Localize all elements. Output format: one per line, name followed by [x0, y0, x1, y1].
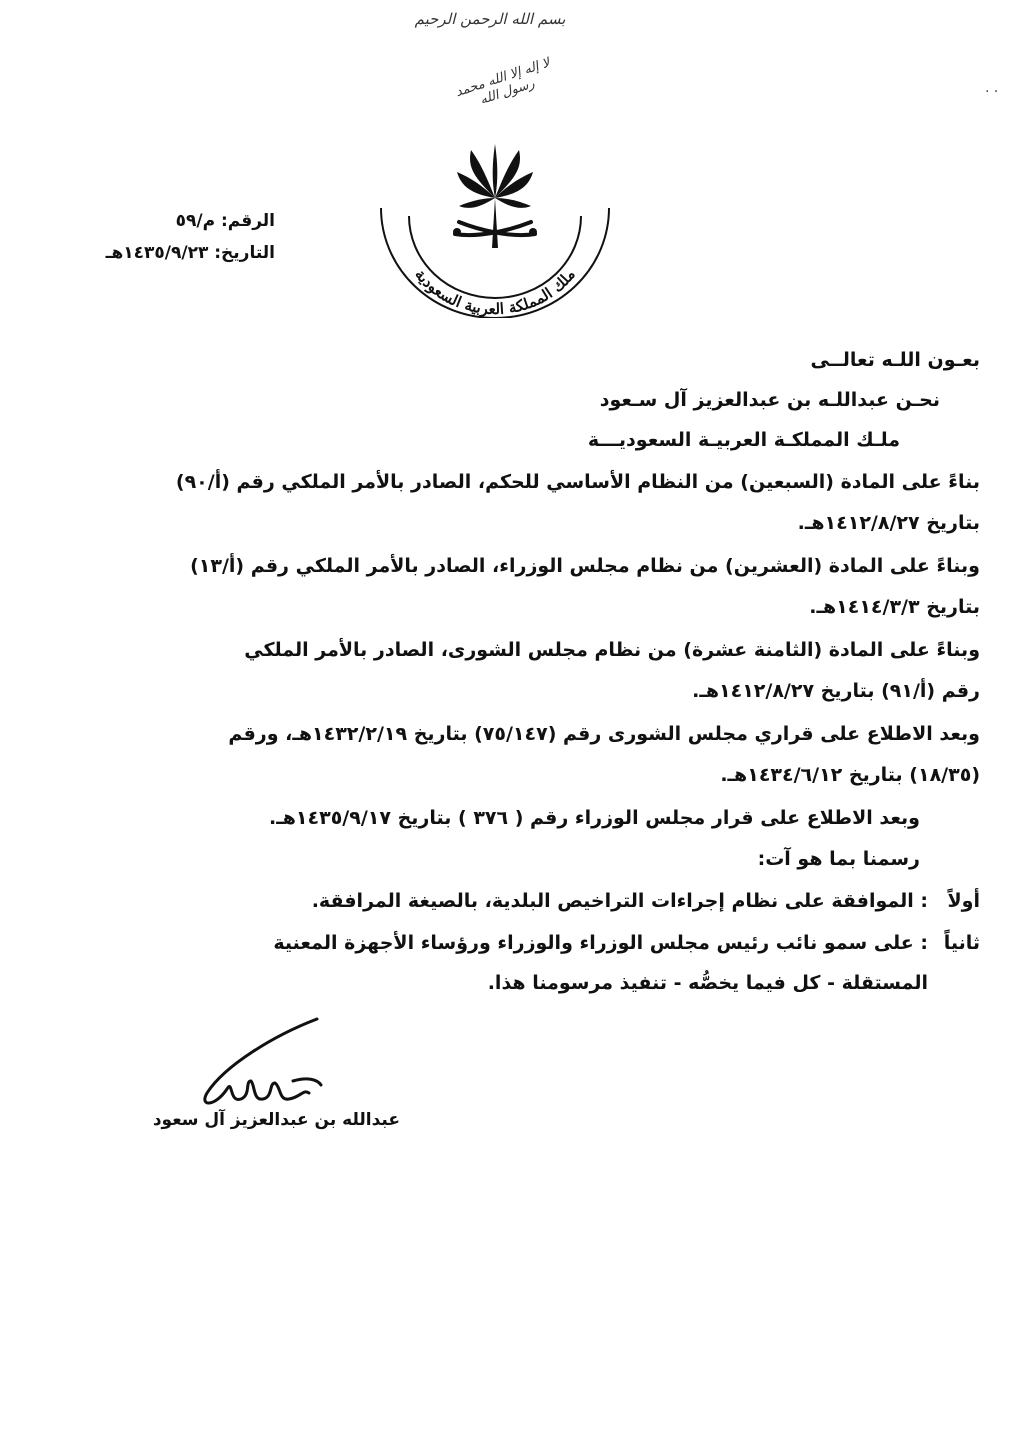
clause-text [40, 923, 928, 1003]
clause-line: المستقلة - كل فيما يخصُّه - تنفيذ مرسومنا هذا. [487, 972, 928, 994]
paragraph-line: وبناءً على المادة (الثامنة عشرة) من نظام مجلس الشورى، الصادر بالأمر الملكي [244, 639, 980, 661]
paragraph [40, 630, 980, 712]
clause-line: : الموافقة على نظام إجراءات التراخيص البلدية، بالصيغة المرافقة. [311, 890, 928, 912]
paragraph [40, 462, 980, 544]
palm-trunk [492, 198, 498, 248]
basmala-calligraphy: بسم الله الرحمن الرحيم [414, 10, 566, 28]
reference-block [30, 205, 275, 269]
title-line: ملـك المملكـة العربيـة السعوديـــة [587, 429, 900, 451]
decree-intro: رسمنا بما هو آت: [757, 848, 920, 870]
issuer-line: نحـن عبداللـه بن عبدالعزيز آل سـعود [599, 389, 940, 411]
emblem-inscription: ملك المملكة العربية السعودية [411, 265, 579, 318]
paragraph-line: وبناءً على المادة (العشرين) من نظام مجلس الوزراء، الصادر بالأمر الملكي رقم (أ/١٣) [190, 555, 980, 577]
handwritten-signature [185, 1015, 335, 1115]
paragraph-line: (١٨/٣٥) بتاريخ ١٤٣٤/٦/١٢هـ. [720, 764, 980, 786]
clause-second [40, 923, 980, 1003]
paragraph-line: وبعد الاطلاع على قراري مجلس الشورى رقم (٧٥/١٤٧) بتاريخ ١٤٣٢/٢/١٩هـ، ورقم [228, 723, 980, 745]
clause-label: أولاً [947, 890, 980, 912]
royal-emblem [375, 138, 615, 318]
paragraph-line: رقم (أ/٩١) بتاريخ ١٤١٢/٨/٢٧هـ. [692, 680, 980, 702]
decree-body [40, 340, 980, 1003]
paragraph-line: بتاريخ ١٤١٤/٣/٣هـ. [809, 596, 980, 618]
paragraph [40, 546, 980, 628]
opening-line: بعـون اللـه تعالــى [810, 349, 980, 371]
paragraph [40, 798, 980, 839]
reference-number: الرقم: م/٥٩ [175, 211, 275, 231]
paragraph [40, 714, 980, 796]
reference-date: التاريخ: ١٤٣٥/٩/٢٣هـ [105, 243, 275, 263]
clause-text [40, 881, 928, 921]
paragraph-line: بناءً على المادة (السبعين) من النظام الأساسي للحكم، الصادر بالأمر الملكي رقم (أ/٩٠) [175, 471, 980, 493]
clause-label: ثانياً [943, 932, 980, 954]
clause-line: : على سمو نائب رئيس مجلس الوزراء والوزراء ورؤساء الأجهزة المعنية [273, 932, 928, 954]
paragraph-line: وبعد الاطلاع على قرار مجلس الوزراء رقم ( ٣٧٦ ) بتاريخ ١٤٣٥/٩/١٧هـ. [269, 807, 920, 829]
paragraph-line: بتاريخ ١٤١٢/٨/٢٧هـ. [797, 512, 980, 534]
scan-marks: . . [985, 80, 999, 96]
shahada-calligraphy: لا إله إلا الله محمد رسول الله [453, 55, 552, 108]
signer-name: عبدالله بن عبدالعزيز آل سعود [152, 1110, 400, 1130]
svg-text:ملك المملكة العربية السعودية [411, 266, 579, 318]
clause-first [40, 881, 980, 921]
